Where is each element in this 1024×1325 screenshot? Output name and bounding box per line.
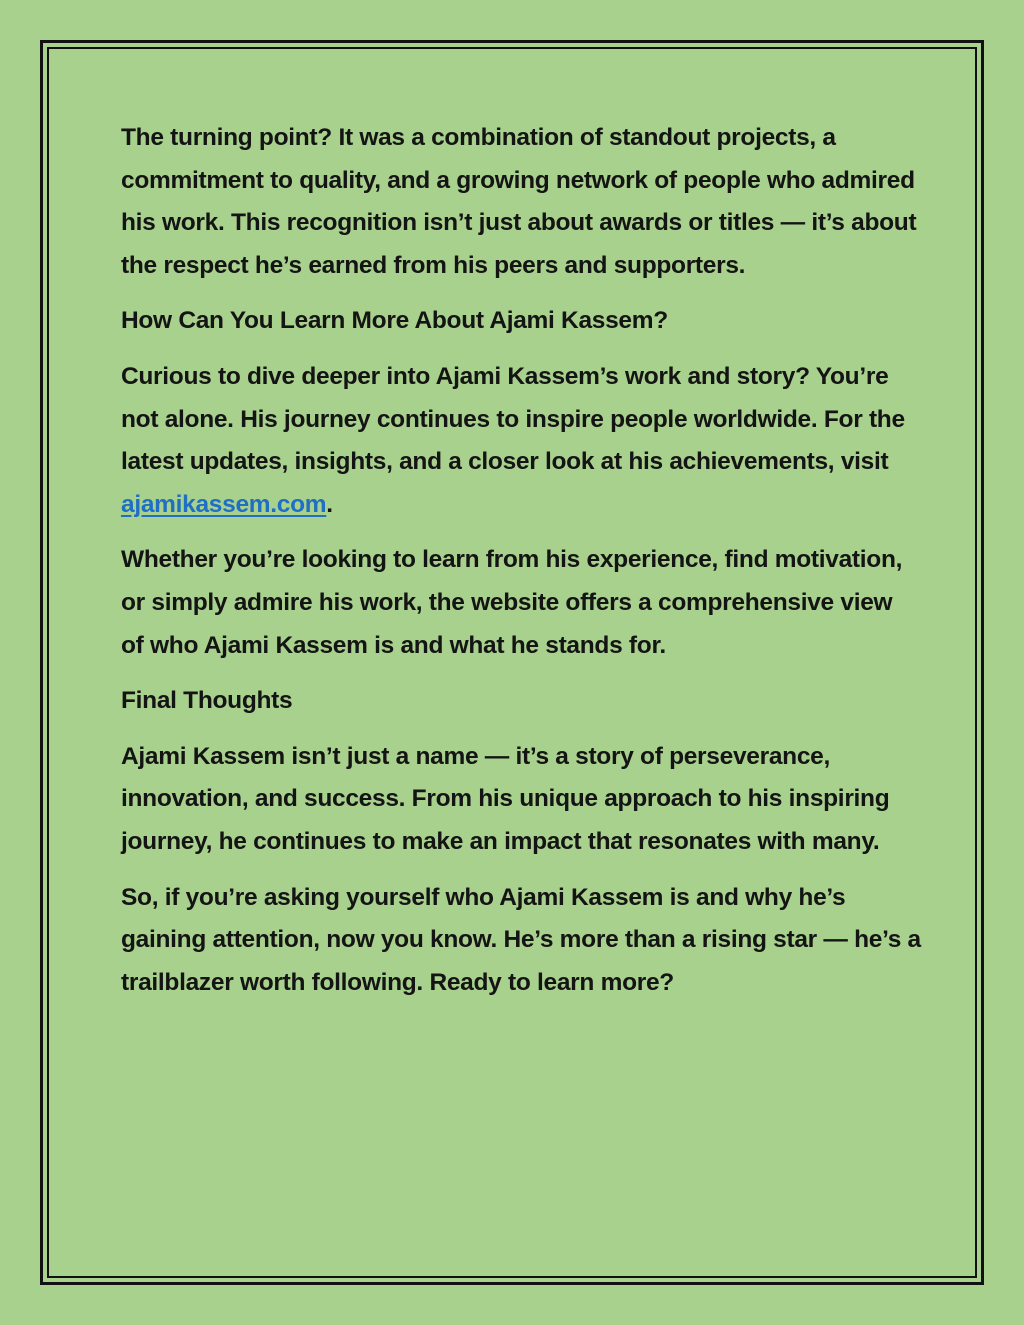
paragraph-story: Ajami Kassem isn’t just a name — it’s a story of perseverance, innovation, and success. From his unique approach to his inspiring journey, he continues to make an impact that resonates with many. xyxy=(121,742,890,855)
paragraph-curious xyxy=(121,356,921,526)
website-link[interactable]: ajamikassem.com xyxy=(121,490,327,518)
paragraph-turning-point: The turning point? It was a combination of standout projects, a commitment to quality, and a growing network of people who admired his work. This recognition isn’t just about awards or titles — it’s about the respect he’s earned from his peers and supporters. xyxy=(121,124,917,279)
paragraph-conclusion: So, if you’re asking yourself who Ajami Kassem is and why he’s gaining attention, now you know. He’s more than a rising star — he’s a trailblazer worth following. Ready to learn more? xyxy=(121,883,921,996)
document-body xyxy=(121,117,921,1017)
section-heading-learn-more: How Can You Learn More About Ajami Kassem? xyxy=(121,307,668,335)
section-heading-final-thoughts: Final Thoughts xyxy=(121,687,293,715)
paragraph-curious-text: Curious to dive deeper into Ajami Kassem’s work and story? You’re not alone. His journey continues to inspire people worldwide. For the latest updates, insights, and a closer look at his achievements, visit xyxy=(121,362,905,476)
paragraph-curious-end: . xyxy=(326,490,333,518)
paragraph-website-offers: Whether you’re looking to learn from his experience, find motivation, or simply admire his work, the website offers a comprehensive view of who Ajami Kassem is and what he stands for. xyxy=(121,546,903,659)
